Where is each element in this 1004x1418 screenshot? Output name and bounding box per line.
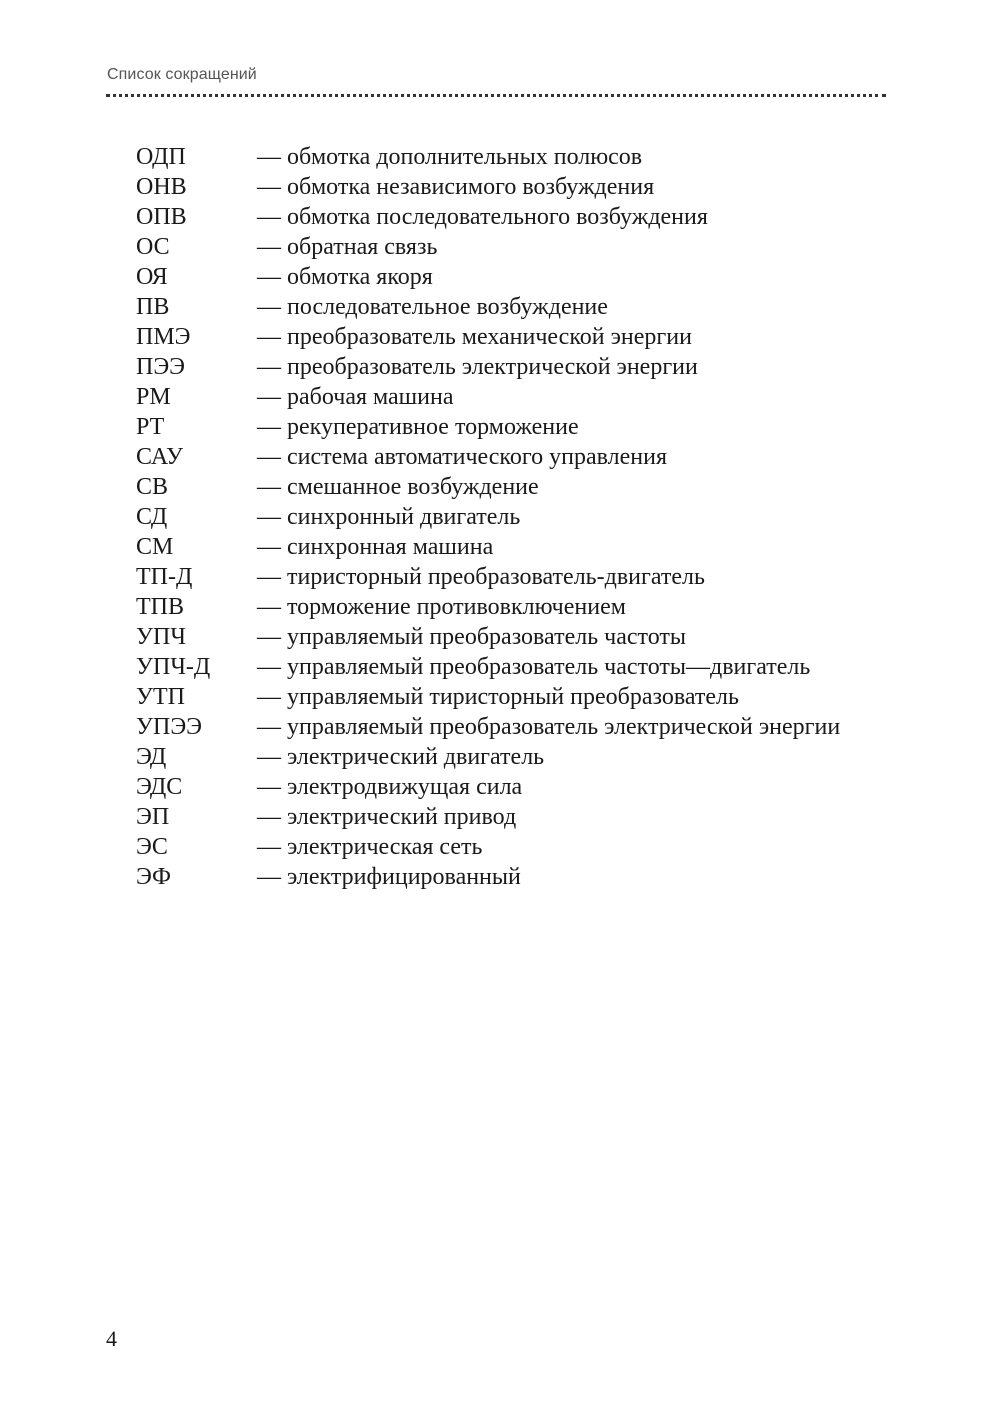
- abbreviation-definition: — обмотка дополнительных полюсов: [257, 144, 643, 170]
- abbreviation-definition: — электродвижущая сила: [257, 774, 523, 800]
- abbreviation-definition: — синхронный двигатель: [257, 504, 521, 530]
- abbreviation-term: УПЧ-Д: [136, 654, 211, 680]
- abbreviation-term: ПМЭ: [136, 324, 191, 350]
- abbreviation-term: ЭС: [136, 834, 168, 860]
- abbreviation-term: ТПВ: [136, 594, 184, 620]
- abbreviation-row: [136, 652, 840, 682]
- abbreviation-row: [136, 202, 840, 232]
- abbreviation-definition: — преобразователь электрической энергии: [257, 354, 698, 380]
- abbreviation-term: ОЯ: [136, 264, 168, 290]
- abbreviation-row: [136, 832, 840, 862]
- abbreviation-definition: — управляемый преобразователь электрической энергии: [257, 714, 841, 740]
- abbreviation-row: [136, 442, 840, 472]
- abbreviation-row: [136, 472, 840, 502]
- abbreviation-term: ЭФ: [136, 864, 171, 890]
- page-number: 4: [106, 1326, 117, 1351]
- abbreviation-term: СВ: [136, 474, 169, 500]
- abbreviation-definition: — электрический двигатель: [257, 744, 545, 770]
- abbreviation-term: ЭДС: [136, 774, 183, 800]
- abbreviation-row: [136, 262, 840, 292]
- abbreviation-definition: — обмотка последовательного возбуждения: [257, 204, 708, 230]
- abbreviation-term: УПЧ: [136, 624, 186, 650]
- abbreviation-definition: — электрическая сеть: [257, 834, 483, 860]
- abbreviation-term: ЭП: [136, 804, 170, 830]
- abbreviation-definition: — обратная связь: [257, 234, 438, 260]
- abbreviation-row: [136, 742, 840, 772]
- abbreviation-term: ЭД: [136, 744, 167, 770]
- abbreviation-definition: — рабочая машина: [257, 384, 454, 410]
- abbreviation-definition: — торможение противовключением: [257, 594, 626, 620]
- abbreviation-term: УПЭЭ: [136, 714, 203, 740]
- abbreviation-definition: — смешанное возбуждение: [257, 474, 539, 500]
- abbreviation-term: ОНВ: [136, 174, 187, 200]
- abbreviation-definition: — синхронная машина: [257, 534, 494, 560]
- abbreviation-row: [136, 802, 840, 832]
- abbreviation-row: [136, 712, 840, 742]
- abbreviation-row: [136, 382, 840, 412]
- abbreviation-definition: — обмотка якоря: [257, 264, 433, 290]
- abbreviation-definition: — тиристорный преобразователь-двигатель: [257, 564, 705, 590]
- abbreviation-row: [136, 502, 840, 532]
- abbreviation-row: [136, 172, 840, 202]
- abbreviation-term: ОПВ: [136, 204, 187, 230]
- abbreviation-term: ОС: [136, 234, 170, 260]
- abbreviation-row: [136, 232, 840, 262]
- abbreviation-row: [136, 142, 840, 172]
- abbreviation-row: [136, 322, 840, 352]
- abbreviation-row: [136, 532, 840, 562]
- abbreviation-row: [136, 292, 840, 322]
- abbreviation-row: [136, 412, 840, 442]
- abbreviation-term: СД: [136, 504, 168, 530]
- abbreviation-definition: — обмотка независимого возбуждения: [257, 174, 655, 200]
- abbreviation-row: [136, 622, 840, 652]
- abbreviation-term: ТП-Д: [136, 564, 193, 590]
- abbreviation-definition: — управляемый тиристорный преобразователь: [257, 684, 739, 710]
- abbreviation-row: [136, 592, 840, 622]
- abbreviation-row: [136, 352, 840, 382]
- abbreviation-row: [136, 862, 840, 892]
- running-header: Список сокращений: [107, 66, 257, 83]
- abbreviation-definition: — преобразователь механической энергии: [257, 324, 692, 350]
- abbreviation-term: САУ: [136, 444, 184, 470]
- abbreviation-row: [136, 772, 840, 802]
- abbreviation-definition: — последовательное возбуждение: [257, 294, 608, 320]
- abbreviation-list: [136, 142, 840, 892]
- abbreviation-term: УТП: [136, 684, 185, 710]
- abbreviation-row: [136, 682, 840, 712]
- abbreviation-definition: — управляемый преобразователь частоты: [257, 624, 686, 650]
- abbreviation-definition: — рекуперативное торможение: [257, 414, 579, 440]
- abbreviation-term: СМ: [136, 534, 174, 560]
- abbreviation-term: ПВ: [136, 294, 170, 320]
- abbreviation-definition: — управляемый преобразователь частоты—двигатель: [257, 654, 811, 680]
- abbreviation-definition: — система автоматического управления: [257, 444, 667, 470]
- abbreviation-row: [136, 562, 840, 592]
- header-dotted-rule: [106, 94, 886, 97]
- abbreviation-term: РТ: [136, 414, 165, 440]
- abbreviation-term: РМ: [136, 384, 171, 410]
- abbreviation-term: ПЭЭ: [136, 354, 186, 380]
- abbreviation-definition: — электрический привод: [257, 804, 517, 830]
- abbreviation-definition: — электрифицированный: [257, 864, 521, 890]
- abbreviation-term: ОДП: [136, 144, 186, 170]
